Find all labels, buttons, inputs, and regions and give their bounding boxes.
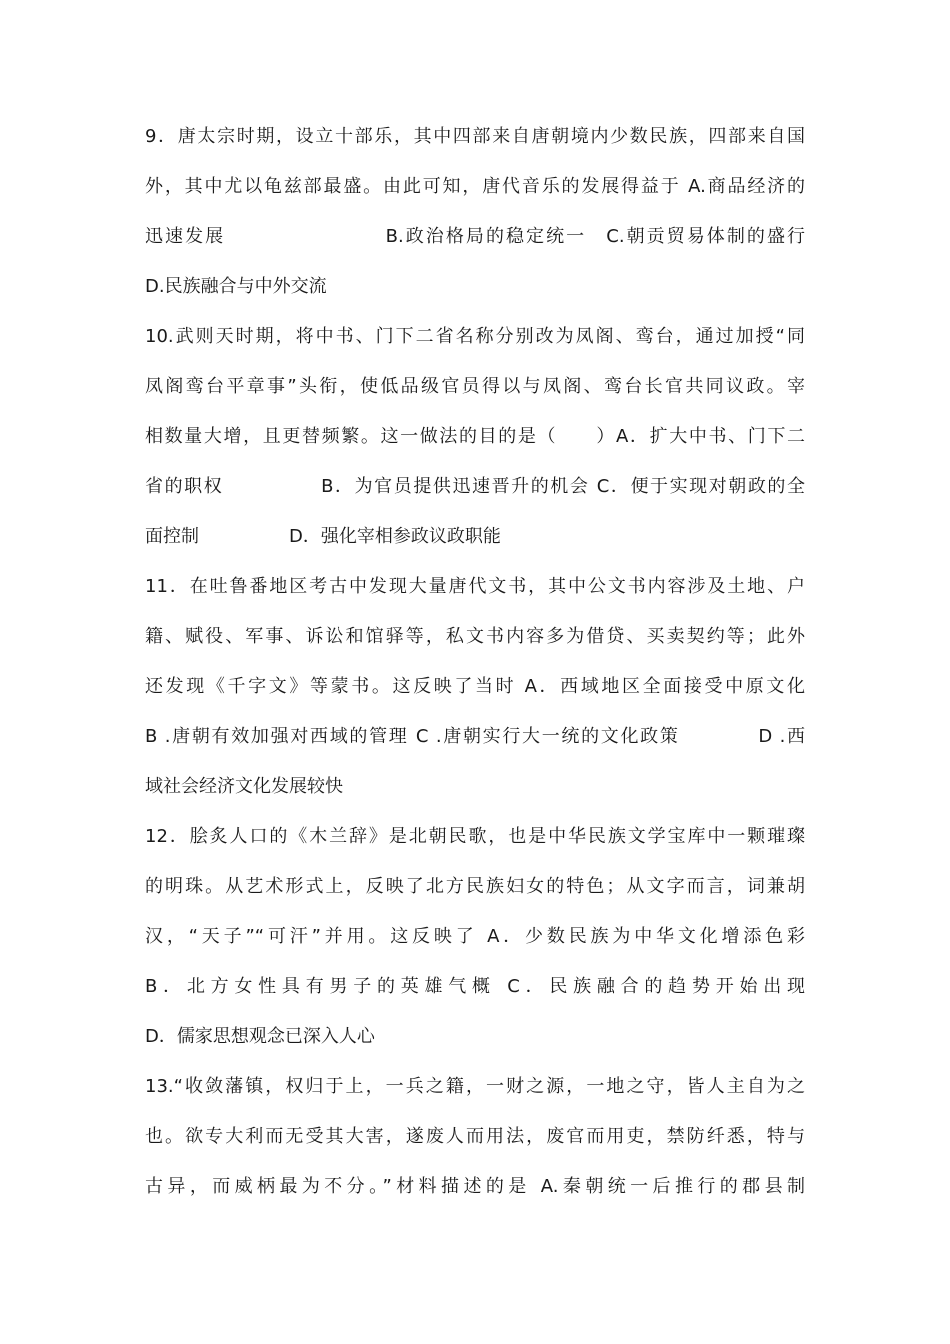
text-line: 也。欲专大利而无受其大害，遂废人而用法，废官而用吏，禁防纤悉，特与 — [145, 1126, 805, 1147]
text-line: 省的职权 B．为官员提供迅速晋升的机会 C．便于实现对朝政的全 — [145, 476, 805, 497]
text-line: 迅速发展 B.政治格局的稳定统一 C.朝贡贸易体制的盛行 — [145, 226, 805, 247]
text-line: B．北方女性具有男子的英雄气概 C．民族融合的趋势开始出现 — [145, 976, 805, 997]
text-line: 域社会经济文化发展较快 — [145, 776, 343, 797]
text-line: 12．脍炙人口的《木兰辞》是北朝民歌，也是中华民族文学宝库中一颗璀璨 — [145, 826, 805, 847]
text-line: D．儒家思想观念已深入人心 — [145, 1026, 375, 1047]
text-line: 还发现《千字文》等蒙书。这反映了当时 A．西域地区全面接受中原文化 — [145, 676, 805, 697]
text-line: 古异，而威柄最为不分。”材料描述的是 A.秦朝统一后推行的郡县制 — [145, 1176, 805, 1197]
text-line: 10.武则天时期，将中书、门下二省名称分别改为凤阁、鸾台，通过加授“同 — [145, 326, 805, 347]
text-line: 相数量大增，且更替频繁。这一做法的目的是（ ）A．扩大中书、门下二 — [145, 426, 805, 447]
text-line: 籍、赋役、军事、诉讼和馆驿等，私文书内容多为借贷、买卖契约等；此外 — [145, 626, 805, 647]
text-line: 汉，“天子”“可汗”并用。这反映了 A．少数民族为中华文化增添色彩 — [145, 926, 805, 947]
text-line: B .唐朝有效加强对西域的管理 C .唐朝实行大一统的文化政策 D .西 — [145, 726, 805, 747]
text-line: 凤阁鸾台平章事”头衔，使低品级官员得以与凤阁、鸾台长官共同议政。宰 — [145, 376, 805, 397]
text-line: 的明珠。从艺术形式上，反映了北方民族妇女的特色；从文字而言，词兼胡 — [145, 876, 805, 897]
text-line: 11．在吐鲁番地区考古中发现大量唐代文书，其中公文书内容涉及土地、户 — [145, 576, 805, 597]
document-page — [145, 112, 805, 1212]
text-line: D.民族融合与中外交流 — [145, 276, 327, 297]
text-line: 外，其中尤以龟兹部最盛。由此可知，唐代音乐的发展得益于 A.商品经济的 — [145, 176, 805, 197]
text-line: 13.“收敛藩镇，权归于上，一兵之籍，一财之源，一地之守，皆人主自为之 — [145, 1076, 805, 1097]
text-line: 9．唐太宗时期，设立十部乐，其中四部来自唐朝境内少数民族，四部来自国 — [145, 126, 805, 147]
text-line: 面控制 D．强化宰相参政议政职能 — [145, 526, 501, 547]
